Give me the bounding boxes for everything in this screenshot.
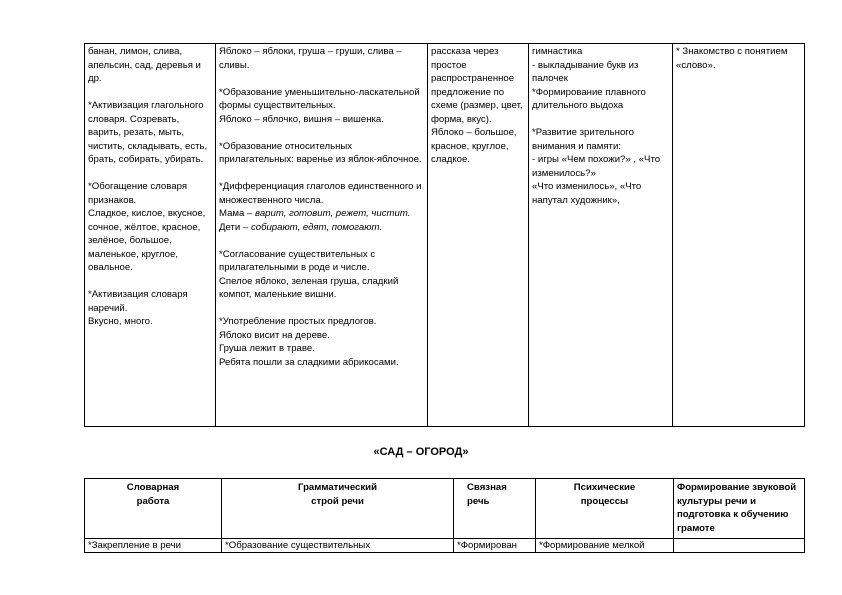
continuation-table: [84, 43, 805, 427]
sound-culture-cell: [673, 44, 805, 427]
list-item: * Знакомство с понятием «слово».: [676, 46, 788, 71]
table-cell: *Закрепление в речи: [85, 539, 222, 553]
example-subject: Дети –: [219, 221, 251, 233]
list-item: *Активизация словаря наречий. Вкусно, много.: [88, 289, 188, 327]
table-row: [85, 44, 805, 427]
column-header: Словарная работа: [85, 479, 222, 539]
list-item: Яблоко – яблоки, груша – груши, слива – сливы.: [219, 46, 402, 71]
column-header: Формирование звуковой культуры речи и подготовка к обучению грамоте: [674, 479, 805, 539]
list-item: *Активизация глагольного словаря. Созревать, варить, резать, мыть, чистить, складывать, есть, брать, собирать, убирать.: [88, 100, 208, 165]
list-item: гимнастика - выкладывание букв из палочек *Формирование плавного длительного выдоха: [532, 46, 646, 111]
table-header-row: [85, 479, 805, 539]
connected-speech-cell: [428, 44, 529, 427]
table-cell: *Формирован: [454, 539, 536, 553]
verb-differentiation-heading: *Дифференциация глаголов единственного и множественного числа.: [219, 181, 422, 206]
column-header: Связная речь: [454, 479, 536, 539]
list-item: *Образование относительных прилагательных: варенье из яблок-яблочное.: [219, 140, 422, 165]
list-item: *Согласование существительных с прилагательными в роде и числе. Спелое яблоко, зеленая груша, сладкий компот, маленькие вишни.: [219, 248, 399, 300]
vocabulary-work-cell: [85, 44, 216, 427]
table-row: [85, 539, 805, 553]
table-cell: *Образование существительных: [222, 539, 454, 553]
example-subject: Мама –: [219, 208, 256, 219]
list-item: *Употребление простых предлогов. Яблоко висит на дереве. Груша лежит в траве. Ребята пошли за сладкими абрикосами.: [219, 316, 399, 368]
example-verbs: собирают, едят, помогают.: [250, 221, 383, 233]
list-item: *Образование уменьшительно-ласкательной формы существительных. Яблоко – яблочко, вишня – вишенка.: [219, 86, 420, 125]
example-verbs: варит, готовит, режет, чистит.: [255, 208, 411, 219]
garden-table: [84, 478, 805, 553]
list-item: *Обогащение словаря признаков. Сладкое, кислое, вкусное, сочное, жёлтое, красное, зелёное, большое, маленькое, круглое, овальное.: [88, 181, 206, 273]
list-item: [219, 180, 424, 234]
column-header: Грамматический строй речи: [222, 479, 454, 539]
grammar-cell: [216, 44, 428, 427]
mental-processes-cell: [529, 44, 673, 427]
table-cell: *Формирование мелкой: [536, 539, 674, 553]
column-header: Психические процессы: [536, 479, 674, 539]
list-item: банан, лимон, слива, апельсин, сад, деревья и др.: [88, 46, 201, 84]
list-item: *Развитие зрительного внимания и памяти: - игры «Чем похожи?» , «Что изменилось?» «Что изменилось», «Что напутал художник»,: [532, 127, 661, 206]
list-item: рассказа через простое распространенное предложение по схеме (размер, цвет, форма, вкус). Яблоко – большое, красное, круглое, сладкое.: [431, 46, 523, 165]
table-cell: [674, 539, 805, 553]
section-title: «САД – ОГОРОД»: [373, 446, 469, 458]
